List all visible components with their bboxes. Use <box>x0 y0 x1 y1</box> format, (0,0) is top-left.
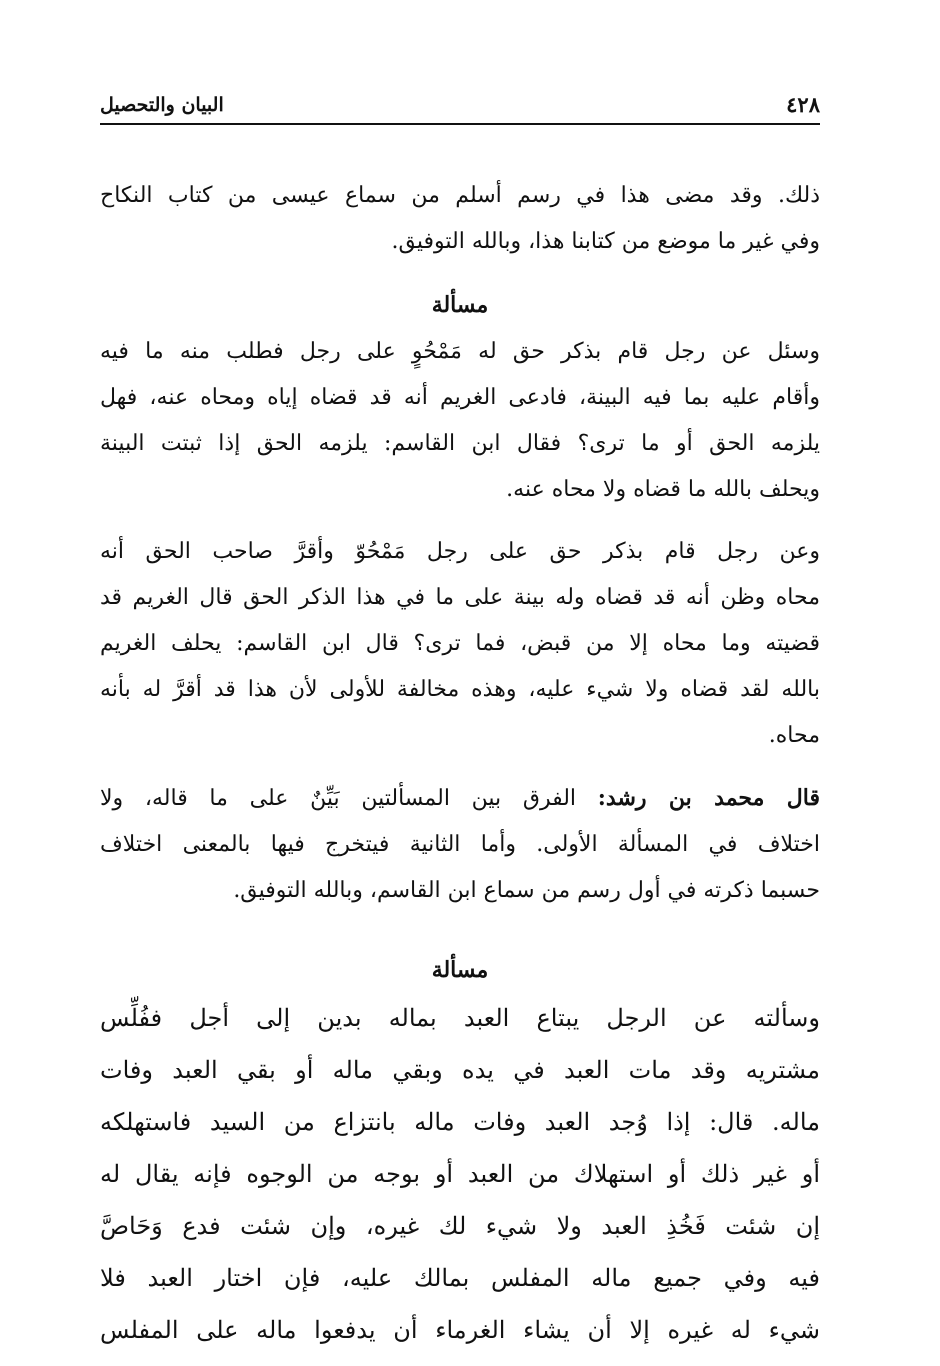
text-line: ماله. قال: إذا وُجد العبد وفات ماله بانتزاع من السيد فاستهلكه <box>100 1108 820 1137</box>
text-line: أو غير ذلك أو استهلاك من العبد أو بوجه من الوجوه فإنه يقال له <box>100 1160 820 1189</box>
paragraph <box>100 529 820 759</box>
commentator-name: قال محمد بن رشد: <box>597 785 821 812</box>
commentary-paragraph <box>100 775 820 914</box>
text-line: وسألته عن الرجل يبتاع العبد بماله بدين إلى أجل ففُلِّس <box>100 1004 820 1033</box>
text-line: حسبما ذكرته في أول رسم من سماع ابن القاسم، وبالله التوفيق. <box>233 878 820 904</box>
text-line: شيء له غيره إلا أن يشاء الغرماء أن يدفعوا ماله على المفلس <box>100 1316 820 1345</box>
text-line: مشتريه وقد مات العبد في يده وبقي ماله أو بقي العبد وفات <box>100 1056 820 1085</box>
text-line: قضيته وما محاه إلا من قبض، فما ترى؟ قال ابن القاسم: يحلف الغريم <box>100 631 820 657</box>
text-line: ذلك. وقد مضى هذا في رسم أسلم من سماع عيسى من كتاب النكاح <box>100 183 820 209</box>
running-header <box>100 92 820 125</box>
paragraph <box>100 329 820 513</box>
text-line: إن شئت فَخُذِ العبد ولا شيء لك غيره، وإن شئت فدع وَحَاصَّ <box>100 1212 820 1241</box>
book-title: البيان والتحصيل <box>100 94 224 117</box>
text-line: بالله لقد قضاه ولا شيء عليه، وهذه مخالفة للأولى لأن هذا قد أقرَّ له بأنه <box>100 677 820 703</box>
intro-paragraph <box>100 173 820 265</box>
text-line: اختلاف في المسألة الأولى. وأما الثانية فيتخرج فيها بالمعنى اختلاف <box>100 832 820 858</box>
section-heading: مسألة <box>431 292 489 319</box>
page-number: ٤٢٨ <box>786 92 820 117</box>
text-line: يلزمه الحق أو ما ترى؟ فقال ابن القاسم: يلزمه الحق إذا ثبتت البينة <box>100 431 820 457</box>
text-line: وعن رجل قام بذكر حق على رجل مَمْحُوّ وأقرَّ صاحب الحق أنه <box>100 539 820 565</box>
text-line: ويحلف بالله ما قضاه ولا محاه عنه. <box>506 477 820 503</box>
section-heading: مسألة <box>431 957 489 984</box>
paragraph <box>100 992 820 1356</box>
text-line: وسئل عن رجل قام بذكر حق له مَمْحُوٍ على رجل فطلب منه ما فيه <box>100 339 820 365</box>
text-line: وفي غير ما موضع من كتابنا هذا، وبالله التوفيق. <box>391 229 820 255</box>
text-span: الفرق بين المسألتين بَيِّنٌ على ما قاله، ولا <box>100 786 598 812</box>
book-page <box>100 92 820 1356</box>
text-line: محاه. <box>768 723 820 749</box>
text-line <box>100 775 820 822</box>
text-line: محاه وظن أنه قد قضاه وله بينة على ما في هذا الذكر الحق قال الغريم قد <box>100 585 820 611</box>
text-line: وأقام عليه بما فيه البينة، فادعى الغريم أنه قد قضاه إياه ومحاه عنه، فهل <box>100 385 821 411</box>
text-line: فيه وفي جميع ماله المفلس بمالك عليه، فإن اختار العبد فلا <box>100 1264 821 1293</box>
